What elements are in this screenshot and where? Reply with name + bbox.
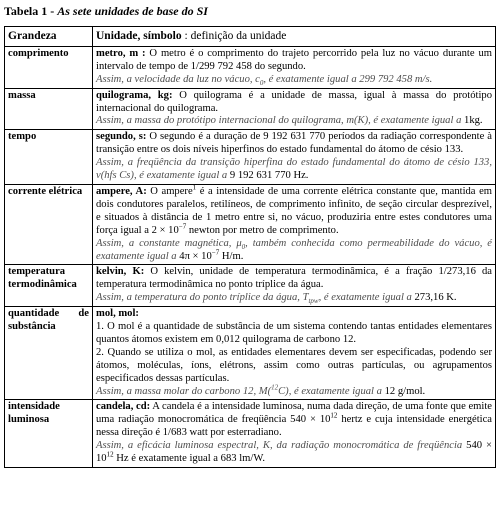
header-row [5,27,496,47]
note-part: C), é exatamente igual a [278,385,385,397]
header-unidade [93,27,496,47]
definition-cell [93,400,496,468]
definition-paragraph-2: 2. Quando se utiliza o mol, as entidades elementares devem ser especificadas, podendo ser átomos, moléculas, íons, elétrons, assim como outras partículas, ou agrupamentos especificados dessas partículas. [96,346,492,384]
table-row [5,400,496,468]
definition-cell [93,46,496,88]
note-text: Assim, a eficácia luminosa espectral, K, da radiação monocromática de freqüência [96,440,467,452]
table-row [5,130,496,185]
note-value: 4π × 10 [179,250,212,262]
definition-cell [93,265,496,307]
quantity-cell: tempo [5,130,93,185]
definition-text: O metro é o comprimento do trajeto percorrido pela luz no vácuo durante um intervalo de tempo de 1/299 792 458 do segundo. [96,47,492,72]
definition-text: O ampere [146,185,193,197]
unit-name: ampere, A: [96,185,147,197]
note-subscript: tpw [308,297,319,306]
definition-cell [93,307,496,400]
quantity-cell: comprimento [5,46,93,88]
note-text [96,238,492,262]
note-text [96,74,432,85]
table-title-prefix: Tabela 1 - [4,4,58,18]
table-row [5,307,496,400]
quantity-cell: intensidade luminosa [5,400,93,468]
note-superscript: 12 [271,383,279,392]
note-value: H/m. [219,250,244,262]
note-text [96,292,415,306]
note-value: 12 g/mol. [384,385,426,397]
definition-cell [93,130,496,185]
note-part: Assim, a velocidade da luz no vácuo, c [96,73,260,85]
table-row [5,184,496,264]
unit-name: kelvin, K: [96,266,145,278]
table-title-text: As sete unidades de base do SI [57,4,208,18]
definition-text: hertz e cuja intensidade energética nessa direção é 1/683 watt por esterradiano. [96,414,492,439]
unit-name: candela, cd: [96,401,151,413]
note-part: , é exatamente igual a [318,292,415,304]
header-unidade-bold: Unidade, símbolo [96,30,182,42]
note-part: , é exatamente igual a 299 792 458 m/s. [263,73,433,85]
definition-cell [93,88,496,130]
header-unidade-rest: : definição da unidade [181,30,287,42]
note-value: Hz é exatamente igual a 683 lm/W. [113,453,265,465]
definition-text: O segundo é a duração de 9 192 631 770 períodos da radiação correspondente à transição entre os dois níveis hiperfinos do estado fundamental do átomo de césio 133. [96,131,492,156]
note-part: Assim, a constante magnética, μ [96,237,242,249]
si-units-table [4,26,496,468]
unit-name: segundo, s: [96,131,147,143]
definition-text: é a intensidade de uma corrente elétrica constante que, mantida em dois condutores paralelos, retilíneos, de comprimento infinito, de seção circular desprezível, e situados à distância de 1 metro entre si, no vácuo, produziria entre estes condutores uma força igual a 2 × 10 [96,185,493,236]
definition-text: O kelvin, unidade de temperatura termodinâmica, é a fração 1/273,16 da temperatura termodinâmica no ponto tríplice da água. [96,266,492,291]
exponent: −7 [211,247,220,256]
header-grandeza: Grandeza [5,27,93,47]
definition-paragraph-1: 1. O mol é a quantidade de substância de um sistema contendo tantas entidades elementares quantos átomos existem em 0,012 quilograma de carbono 12. [96,321,492,345]
quantity-cell: quantidade de substância [5,307,93,400]
exponent: −7 [178,222,187,231]
note-part: , também conhecida como permeabilidade do vácuo, é exatamente igual a [96,237,493,262]
note-part: Assim, a massa molar do carbono 12, M( [96,385,272,397]
note-text: Assim, a massa do protótipo internacional do quilograma, m(K), é exatamente igual a [96,115,465,127]
note-subscript: 0 [259,78,264,87]
definition-text: newton por metro de comprimento. [186,224,339,236]
note-value: 9 192 631 770 Hz. [229,170,309,182]
note-part: Assim, a temperatura do ponto tríplice da água, T [96,292,309,304]
unit-name: quilograma, kg: [96,89,173,101]
exponent: 12 [106,450,114,459]
note-value: 1kg. [464,115,483,127]
definition-text: A candela é a intensidade luminosa, numa dada direção, de uma fonte que emite uma radiação monocromática de freqüência 540 × 10 [96,401,492,426]
note-value: 273,16 K. [414,292,457,304]
table-row [5,265,496,307]
table-row [5,46,496,88]
quantity-cell: temperatura termodinâmica [5,265,93,307]
footnote-mark: 1 [192,183,197,192]
quantity-cell: corrente elétrica [5,184,93,264]
note-text: Assim, a freqüência da transição hiperfina do estado fundamental do átomo de césio 133, ν(hfs Cs), é exatamente igual a [96,157,492,182]
table-row [5,88,496,130]
exponent: 12 [330,411,338,420]
definition-text: O quilograma é a unidade de massa, igual à massa do protótipo internacional do quilograma. [96,89,492,114]
unit-name: mol, mol: [96,308,139,320]
quantity-cell: massa [5,88,93,130]
note-text [96,383,385,397]
table-title [4,4,208,19]
unit-name: metro, m : [96,47,146,59]
note-value: 540 × 10 [96,440,492,465]
note-subscript: 0 [241,242,246,251]
definition-cell [93,184,496,264]
